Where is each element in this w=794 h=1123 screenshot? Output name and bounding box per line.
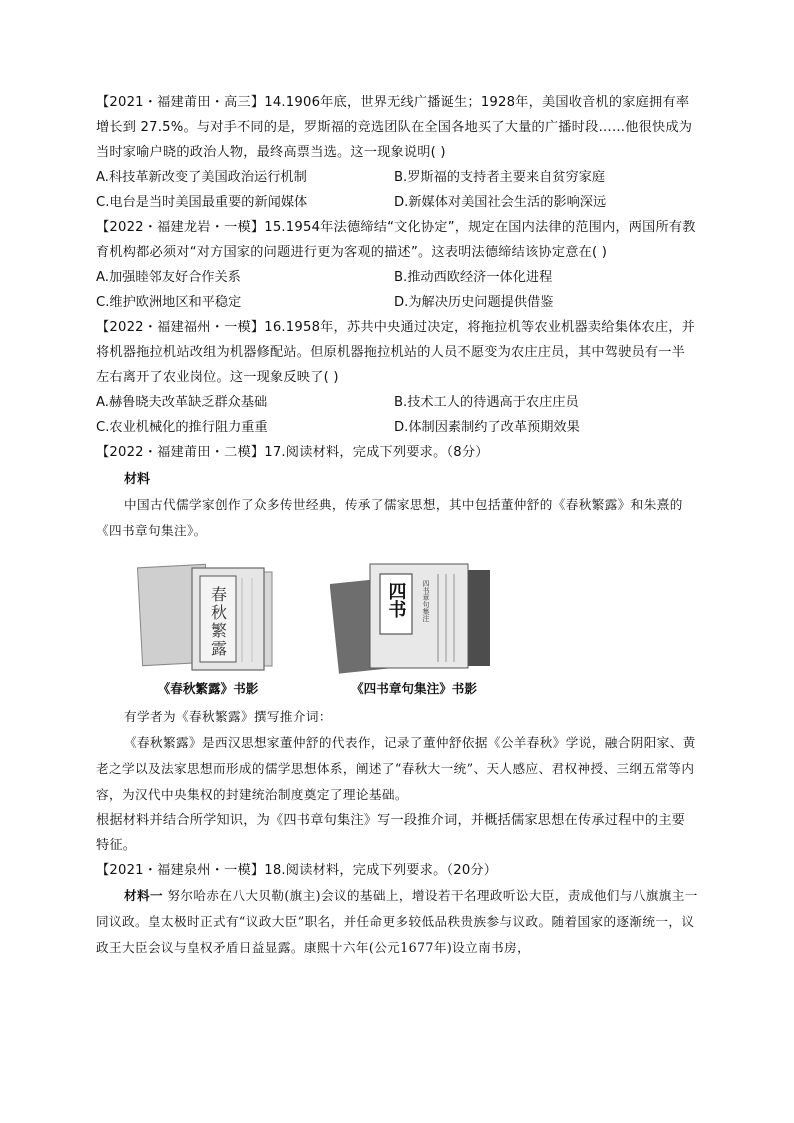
figure-sishu-zhangju [330, 558, 498, 700]
question-16-options [96, 390, 698, 440]
material-text: 中国古代儒学家创作了众多传世经典，传承了儒家思想，其中包括董仲舒的《春秋繁露》和朱熹的《四书章句集注》。 [96, 497, 683, 538]
caption-2: 《四书章句集注》书影 [351, 681, 477, 696]
option-b: B.技术工人的待遇高于农庄庄员 [394, 395, 579, 410]
question-14 [96, 90, 698, 215]
question-18 [96, 858, 698, 961]
material-one-label: 材料一 [124, 888, 163, 903]
question-15 [96, 215, 698, 315]
question-18-material [96, 883, 698, 961]
question-16 [96, 315, 698, 440]
book2-top-label: 四书章句集注 [422, 580, 430, 622]
question-17-requirement: 根据材料并结合所学知识，为《四书章句集注》写一段推介词，并概括儒家思想在传承过程中的主要特征。 [96, 813, 686, 853]
material-one-text: 努尔哈赤在八大贝勒(旗主)会议的基础上，增设若干名理政听讼大臣，责成他们与八旗旗主一同议政。皇太极时正式有“议政大臣”职名，并任命更多较低品秩贵族参与议政。随着国家的逐渐统一，议政王大臣会议与皇权矛盾日益显露。康熙十六年(公元1677年)设立南书房， [96, 888, 698, 955]
question-15-options [96, 265, 698, 315]
question-16-text: 【2022・福建福州・一模】16.1958年，苏共中央通过决定，将拖拉机等农业机器卖给集体农庄，并将机器拖拉机站改组为机器修配站。但原机器拖拉机站的人员不愿变为农庄庄员，其中驾驶员有一半左右离开了农业岗位。这一现象反映了( ) [96, 320, 696, 385]
option-d: D.新媒体对美国社会生活的影响深远 [394, 195, 607, 210]
chunqiu-fanlu-image [134, 558, 282, 674]
option-d: D.为解决历史问题提供借鉴 [394, 295, 554, 310]
sishu-zhangju-image [330, 558, 498, 674]
material-label: 材料 [124, 472, 151, 487]
question-14-text: 【2021・福建莆田・高三】14.1906年底，世界无线广播诞生；1928年，美国收音机的家庭拥有率增长到 27.5%。与对手不同的是，罗斯福的竞选团队在全国各地买了大量的广播时段……他很快成为当时家喻户晓的政治人物，最终高票当选。这一现象说明( ) [96, 95, 693, 160]
book2-title: 四书 [385, 582, 407, 618]
option-a: A.加强睦邻友好合作关系 [96, 270, 241, 285]
option-a: A.科技革新改变了美国政治运行机制 [96, 170, 307, 185]
question-17 [96, 440, 698, 858]
option-b: B.罗斯福的支持者主要来自贫穷家庭 [394, 170, 606, 185]
option-b: B.推动西欧经济一体化进程 [394, 270, 553, 285]
question-18-header: 【2021・福建泉州・一模】18.阅读材料，完成下列要求。（20分） [96, 863, 498, 878]
intro-text: 《春秋繁露》是西汉思想家董仲舒的代表作，记录了董仲舒依据《公羊春秋》学说，融合阴阳家、黄老之学以及法家思想而形成的儒学思想体系，阐述了“春秋大一统”、天人感应、君权神授、三纲五常等内容，为汉代中央集权的封建统治制度奠定了理论基础。 [96, 735, 696, 802]
caption-1: 《春秋繁露》书影 [157, 681, 259, 696]
figure-chunqiu-fanlu [134, 558, 282, 700]
question-14-options [96, 165, 698, 215]
question-17-header: 【2022・福建莆田・二模】17.阅读材料，完成下列要求。（8分） [96, 445, 489, 460]
option-a: A.赫鲁晓夫改革缺乏群众基础 [96, 395, 268, 410]
option-c: C.维护欧洲地区和平稳定 [96, 295, 242, 310]
option-c: C.农业机械化的推行阻力重重 [96, 420, 268, 435]
option-c: C.电台是当时美国最重要的新闻媒体 [96, 195, 308, 210]
intro-lead: 有学者为《春秋繁露》撰写推介词： [124, 709, 332, 724]
option-d: D.体制因素制约了改革预期效果 [394, 420, 580, 435]
book1-title: 春秋繁露 [208, 586, 228, 658]
figure-row [134, 558, 698, 700]
question-15-text: 【2022・福建龙岩・一模】15.1954年法德缔结“文化协定”，规定在国内法律的范围内，两国所有教育机构都必须对“对方国家的问题进行更为客观的描述”。这表明法德缔结该协定意在( ) [96, 220, 696, 260]
